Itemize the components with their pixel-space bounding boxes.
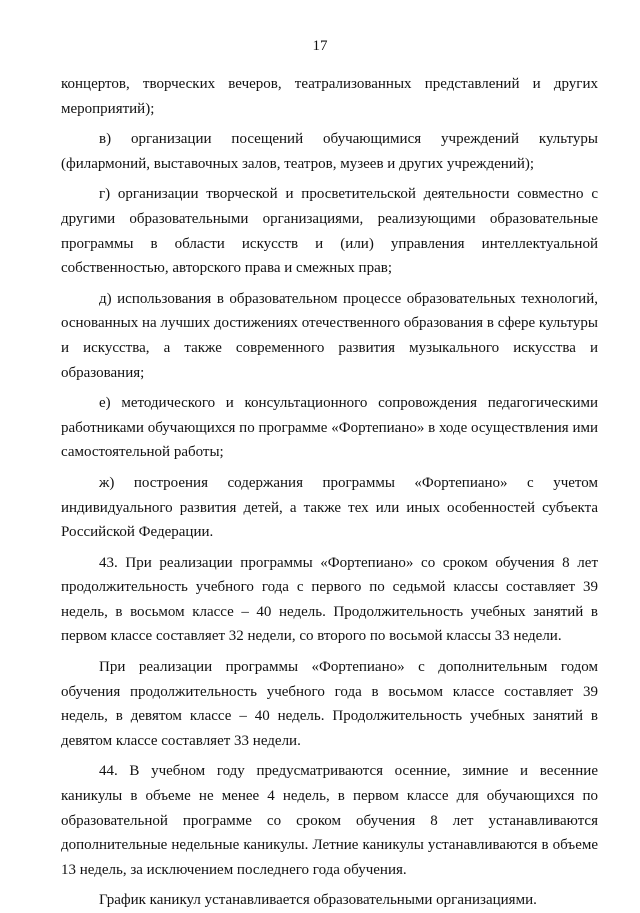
paragraph-item-zh: ж) построения содержания программы «Фортепиано» с учетом индивидуального развития детей, а также тех или иных особенностей субъекта Российской Федерации. bbox=[61, 474, 598, 541]
page-number: 17 bbox=[312, 38, 328, 54]
paragraph-holiday-schedule: График каникул устанавливается образовательными организациями. bbox=[99, 892, 537, 909]
document-body bbox=[61, 72, 598, 913]
paragraph-clause-44: 44. В учебном году предусматриваются осенние, зимние и весенние каникулы в объеме не менее 4 недель, в первом классе для обучающихся по образовательной программе со сроком обучения 8 лет устанавливаются дополнительные недельные каникулы. Летние каникулы устанавливаются в объеме 13 недель, за исключением последнего года обучения. bbox=[61, 763, 598, 878]
paragraph-item-d: д) использования в образовательном процессе образовательных технологий, основанных на лучших достижениях отечественного образования в сфере культуры и искусства, а также современного развития музыкального искусства и образования; bbox=[61, 290, 598, 381]
paragraph-additional-year: При реализации программы «Фортепиано» с дополнительным годом обучения продолжительность учебного года в восьмом классе составляет 39 недель, в девятом классе – 40 недель. Продолжительность учебных занятий в девятом классе составляет 33 недели. bbox=[61, 659, 598, 749]
paragraph-item-v: в) организации посещений обучающимися учреждений культуры (филармоний, выставочных залов, театров, музеев и других учреждений); bbox=[61, 131, 598, 172]
paragraph-item-g: г) организации творческой и просветительской деятельности совместно с другими образовательными организациями, реализующими образовательные программы в области искусств и (или) управления интеллектуальной собственностью, авторского права и смежных прав; bbox=[61, 186, 598, 277]
paragraph-clause-43: 43. При реализации программы «Фортепиано» со сроком обучения 8 лет продолжительность учебного года с первого по седьмой классы составляет 39 недель, в восьмом классе – 40 недель. Продолжительность учебных занятий в первом классе составляет 32 недели, со второго по восьмой классы 33 недели. bbox=[61, 554, 598, 645]
paragraph-continuation: концертов, творческих вечеров, театрализованных представлений и других мероприятий); bbox=[61, 76, 598, 117]
paragraph-item-e: е) методического и консультационного сопровождения педагогическими работниками обучающихся по программе «Фортепиано» в ходе осуществления ими самостоятельной работы; bbox=[61, 395, 598, 461]
